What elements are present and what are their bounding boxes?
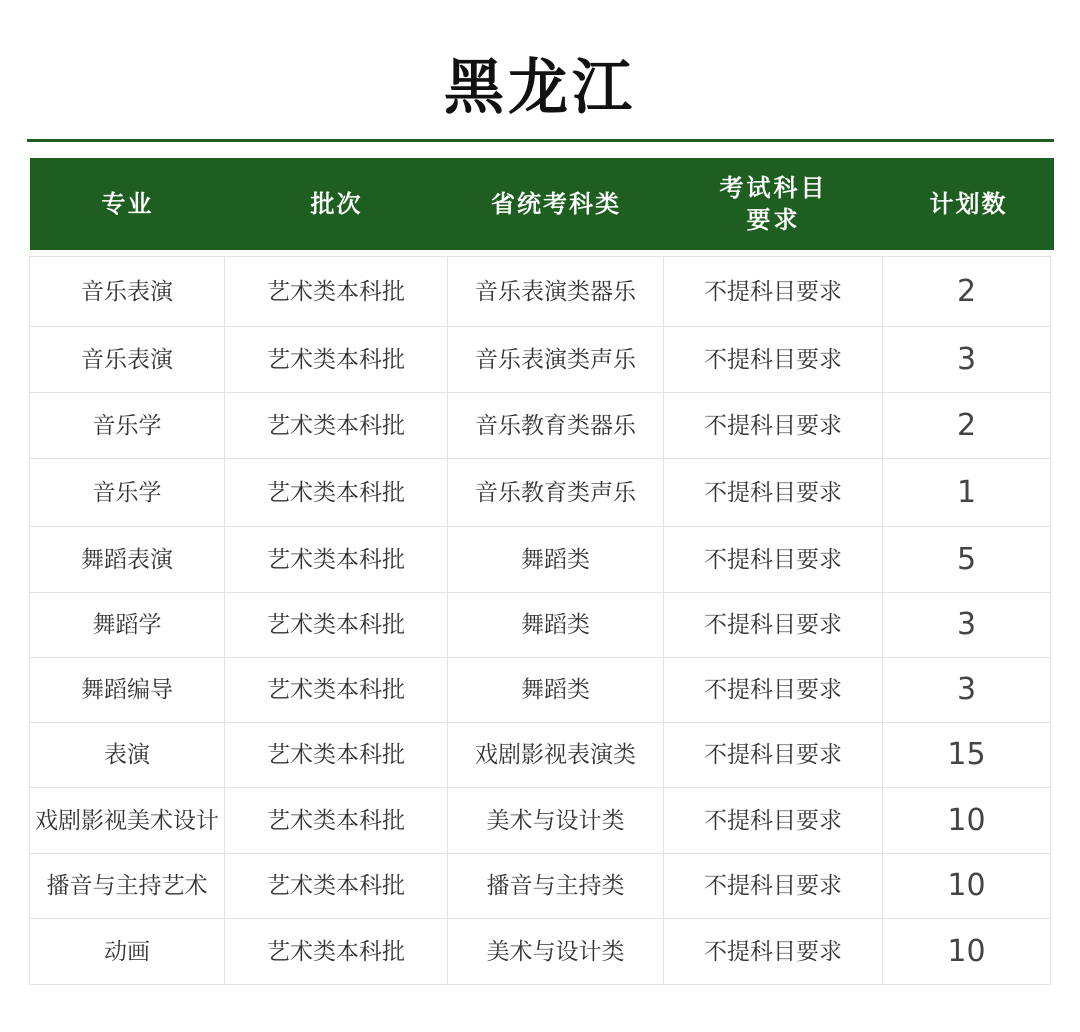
cell-plan-count: 3 <box>883 593 1051 658</box>
cell-batch: 艺术类本科批 <box>225 854 448 919</box>
cell-batch: 艺术类本科批 <box>225 788 448 854</box>
cell-exam-category: 戏剧影视表演类 <box>448 723 664 788</box>
cell-subject-requirement: 不提科目要求 <box>664 459 883 527</box>
cell-major: 音乐表演 <box>30 257 225 327</box>
cell-major: 播音与主持艺术 <box>30 854 225 919</box>
cell-batch: 艺术类本科批 <box>225 919 448 985</box>
table-row <box>30 459 1051 527</box>
cell-major: 音乐表演 <box>30 327 225 393</box>
header-plan-count: 计划数 <box>929 190 1008 218</box>
cell-subject-requirement: 不提科目要求 <box>664 854 883 919</box>
cell-exam-category: 音乐表演类声乐 <box>448 327 664 393</box>
cell-plan-count: 5 <box>883 527 1051 593</box>
header-batch: 批次 <box>310 190 363 218</box>
cell-plan-count: 3 <box>883 658 1051 723</box>
cell-exam-category: 播音与主持类 <box>448 854 664 919</box>
header-subject-requirement: 考试科目 要求 <box>719 174 828 234</box>
table-row <box>30 658 1051 723</box>
cell-subject-requirement: 不提科目要求 <box>664 527 883 593</box>
cell-exam-category: 舞蹈类 <box>448 658 664 723</box>
cell-major: 音乐学 <box>30 459 225 527</box>
cell-batch: 艺术类本科批 <box>225 527 448 593</box>
cell-batch: 艺术类本科批 <box>225 257 448 327</box>
cell-major: 舞蹈表演 <box>30 527 225 593</box>
table-row <box>30 723 1051 788</box>
cell-batch: 艺术类本科批 <box>225 593 448 658</box>
cell-subject-requirement: 不提科目要求 <box>664 257 883 327</box>
cell-subject-requirement: 不提科目要求 <box>664 723 883 788</box>
cell-batch: 艺术类本科批 <box>225 393 448 459</box>
enrollment-table <box>29 256 1051 985</box>
cell-batch: 艺术类本科批 <box>225 723 448 788</box>
cell-subject-requirement: 不提科目要求 <box>664 788 883 854</box>
cell-plan-count: 2 <box>883 393 1051 459</box>
table-row <box>30 257 1051 327</box>
cell-batch: 艺术类本科批 <box>225 459 448 527</box>
cell-plan-count: 10 <box>883 788 1051 854</box>
cell-major: 舞蹈编导 <box>30 658 225 723</box>
cell-batch: 艺术类本科批 <box>225 658 448 723</box>
cell-plan-count: 3 <box>883 327 1051 393</box>
table-body <box>30 257 1051 985</box>
cell-major: 戏剧影视美术设计 <box>30 788 225 854</box>
table-row <box>30 527 1051 593</box>
header-major: 专业 <box>101 190 154 218</box>
cell-exam-category: 舞蹈类 <box>448 593 664 658</box>
cell-plan-count: 1 <box>883 459 1051 527</box>
page-title: 黑龙江 <box>444 53 636 123</box>
cell-plan-count: 10 <box>883 854 1051 919</box>
cell-exam-category: 舞蹈类 <box>448 527 664 593</box>
cell-plan-count: 10 <box>883 919 1051 985</box>
header-exam-category: 省统考科类 <box>491 190 621 218</box>
cell-subject-requirement: 不提科目要求 <box>664 593 883 658</box>
cell-subject-requirement: 不提科目要求 <box>664 393 883 459</box>
table-header <box>30 158 1054 250</box>
table-row <box>30 327 1051 393</box>
cell-plan-count: 15 <box>883 723 1051 788</box>
cell-plan-count: 2 <box>883 257 1051 327</box>
cell-exam-category: 美术与设计类 <box>448 919 664 985</box>
cell-exam-category: 音乐教育类器乐 <box>448 393 664 459</box>
title-divider <box>27 139 1054 142</box>
cell-subject-requirement: 不提科目要求 <box>664 658 883 723</box>
table-row <box>30 788 1051 854</box>
cell-subject-requirement: 不提科目要求 <box>664 327 883 393</box>
cell-exam-category: 美术与设计类 <box>448 788 664 854</box>
cell-exam-category: 音乐教育类声乐 <box>448 459 664 527</box>
table-row <box>30 393 1051 459</box>
table-row <box>30 919 1051 985</box>
cell-major: 动画 <box>30 919 225 985</box>
cell-exam-category: 音乐表演类器乐 <box>448 257 664 327</box>
table-row <box>30 854 1051 919</box>
cell-batch: 艺术类本科批 <box>225 327 448 393</box>
table-row <box>30 593 1051 658</box>
cell-major: 舞蹈学 <box>30 593 225 658</box>
cell-major: 音乐学 <box>30 393 225 459</box>
cell-major: 表演 <box>30 723 225 788</box>
cell-subject-requirement: 不提科目要求 <box>664 919 883 985</box>
